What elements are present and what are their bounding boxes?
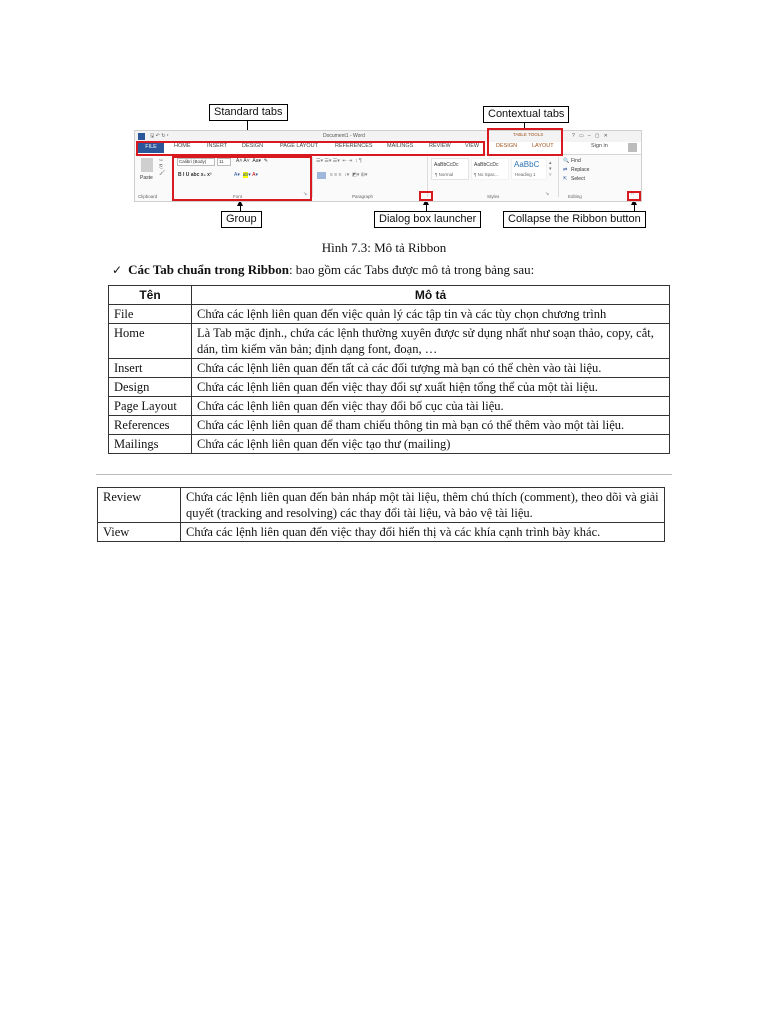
bullet-text: : bao gồm các Tabs được mô tả trong bảng sau: [288, 262, 535, 277]
font-size-value: 11 [219, 159, 224, 164]
bullet-standard-tabs [112, 262, 534, 278]
tab-contextual-layout[interactable]: LAYOUT [532, 143, 554, 149]
table-row [109, 435, 670, 454]
tab-name-cell: Review [98, 488, 181, 523]
callout-standard-tabs: Standard tabs [209, 104, 288, 121]
tab-mailings[interactable]: MAILINGS [387, 143, 414, 149]
grow-shrink-icons[interactable]: A˄ A˅ Aa▾ ✎ [236, 158, 268, 164]
tab-desc-cell: Chứa các lệnh liên quan đến việc quản lý các tập tin và các tùy chọn chương trình [192, 305, 670, 324]
contextual-header: TABLE TOOLS [513, 132, 544, 137]
callout-contextual-tabs: Contextual tabs [483, 106, 569, 123]
tab-name-cell: Page Layout [109, 397, 192, 416]
style-sample: AaBbCcDc [434, 162, 459, 168]
tab-name-cell: View [98, 523, 181, 542]
style-sample: AaBbCcDc [474, 162, 499, 168]
group-separator [558, 157, 559, 197]
group-separator [312, 157, 313, 197]
tab-design[interactable]: DESIGN [242, 143, 264, 149]
alignment-icons[interactable]: ≡ ≡ ≡ ↕▾ ◩▾ ⊞▾ [330, 172, 368, 178]
tab-name-cell: Mailings [109, 435, 192, 454]
tab-name-cell: File [109, 305, 192, 324]
tab-insert[interactable]: INSERT [207, 143, 228, 149]
column-header-name: Tên [109, 286, 192, 305]
user-avatar-icon [628, 143, 637, 152]
highlight-standard-tabs [136, 141, 485, 156]
replace-icon: ⇄ [563, 167, 568, 173]
highlight-dialog-launcher [419, 191, 433, 201]
replace-button[interactable]: Replace [571, 167, 590, 173]
arrow-group [240, 201, 241, 211]
tab-page-layout[interactable]: PAGE LAYOUT [280, 143, 319, 149]
group-label-paragraph: Paragraph [352, 194, 374, 199]
tabs-description-table-continued [97, 487, 665, 542]
tab-home[interactable]: HOME [174, 143, 191, 149]
callout-group: Group [221, 211, 262, 228]
tab-desc-cell: Chứa các lệnh liên quan đến việc thay đổi sự xuất hiện tổng thể của một tài liệu. [192, 378, 670, 397]
tab-desc-cell: Chứa các lệnh liên quan đến bản nháp một tài liệu, thêm chú thích (comment), theo dõi và giải quyết (tracking and resolving) các thay đổi tài liệu, và bảo vệ tài liệu. [181, 488, 665, 523]
tab-contextual-design[interactable]: DESIGN [496, 143, 518, 149]
styles-scroll-icon[interactable]: ▴ ▾ ▿ [549, 160, 552, 178]
table-row [109, 305, 670, 324]
figure-caption: Hình 7.3: Mô tả Ribbon [321, 240, 447, 255]
tab-desc-cell: Chứa các lệnh liên quan đến tất cả các đối tượng mà bạn có thể chèn vào tài liệu. [192, 359, 670, 378]
tab-review[interactable]: REVIEW [429, 143, 451, 149]
callout-collapse-ribbon: Collapse the Ribbon button [503, 211, 646, 228]
word-logo-icon [138, 133, 145, 140]
style-name: ¶ Normal [435, 172, 454, 177]
table-row [98, 523, 665, 542]
text-effects-icons[interactable]: A▾ ab▾ A▾ [234, 172, 258, 178]
callout-dialog-box-launcher: Dialog box launcher [374, 211, 481, 228]
select-icon: ⇱ [563, 176, 568, 182]
tabs-description-table [108, 285, 670, 454]
find-button[interactable]: Find [571, 158, 581, 164]
align-left-icon[interactable] [317, 172, 326, 179]
tab-file[interactable]: FILE [138, 142, 164, 153]
style-heading-1[interactable] [511, 158, 547, 180]
table-row [109, 397, 670, 416]
highlight-font-group [172, 156, 312, 201]
table-row [109, 416, 670, 435]
table-header-row [109, 286, 670, 305]
bullet-bold-text: Các Tab chuẩn trong Ribbon [128, 262, 289, 277]
group-label-clipboard: Clipboard [138, 194, 158, 199]
tab-view[interactable]: VIEW [465, 143, 480, 149]
tab-name-cell: Insert [109, 359, 192, 378]
paste-icon[interactable] [141, 158, 153, 172]
tab-name-cell: Home [109, 324, 192, 359]
tab-references[interactable]: REFERENCES [335, 143, 373, 149]
tab-desc-cell: Chứa các lệnh liên quan đến việc thay đổi bố cục của tài liệu. [192, 397, 670, 416]
column-header-description: Mô tả [192, 286, 670, 305]
format-buttons[interactable]: B I U abc x₂ x² [178, 172, 212, 178]
font-dialog-launcher-icon[interactable]: ↘ [303, 191, 308, 197]
highlight-contextual-tabs [487, 128, 563, 156]
window-controls[interactable]: ? ▭ – ▢ ✕ [572, 133, 608, 139]
paste-label: Paste [140, 175, 153, 181]
window-title: Document1 - Word [323, 133, 365, 139]
style-sample: AaBbC [514, 160, 540, 169]
quick-access-icons: 🖫 ↶ ↻ ▾ [150, 133, 169, 139]
highlight-collapse-ribbon [627, 191, 641, 201]
tab-desc-cell: Là Tab mặc định., chứa các lệnh thường xuyên được sử dụng nhất như soạn thảo, copy, cắt, dán, tìm kiếm văn bản; định dạng font, đoạn, … [192, 324, 670, 359]
styles-dialog-launcher-icon[interactable]: ↘ [545, 191, 550, 197]
collapse-ribbon-icon[interactable]: ˄ [631, 191, 634, 197]
find-icon: 🔍 [563, 158, 570, 164]
sign-in-link[interactable]: Sign in [591, 143, 608, 149]
font-name-value: Calibri (Body) [179, 159, 207, 164]
group-label-font: Font [233, 194, 243, 199]
tab-name-cell: References [109, 416, 192, 435]
style-normal[interactable] [431, 158, 469, 180]
group-label-editing: Editing [568, 194, 582, 199]
list-icons[interactable]: ☰▾ ☰▾ ☰▾ ⇤ ⇥ ↕ ¶ [316, 158, 362, 164]
checkmark-icon: ✓ [112, 263, 123, 277]
select-button[interactable]: Select [571, 176, 585, 182]
style-name: ¶ No Spac... [474, 172, 499, 177]
cut-copy-icons[interactable]: ✂ ⎘ 🖌 [159, 158, 166, 176]
tab-desc-cell: Chứa các lệnh liên quan để tham chiếu thông tin mà bạn có thể thêm vào một tài liệu. [192, 416, 670, 435]
group-label-styles: Styles [487, 194, 500, 199]
table-row [98, 488, 665, 523]
tab-desc-cell: Chứa các lệnh liên quan đến việc tạo thư (mailing) [192, 435, 670, 454]
page-break-line [96, 474, 672, 475]
table-row [109, 378, 670, 397]
tab-name-cell: Design [109, 378, 192, 397]
tab-desc-cell: Chứa các lệnh liên quan đến việc thay đổi hiển thị và các khía cạnh trình bày khác. [181, 523, 665, 542]
style-name: Heading 1 [515, 172, 536, 177]
table-row [109, 324, 670, 359]
style-no-spacing[interactable] [471, 158, 509, 180]
table-row [109, 359, 670, 378]
